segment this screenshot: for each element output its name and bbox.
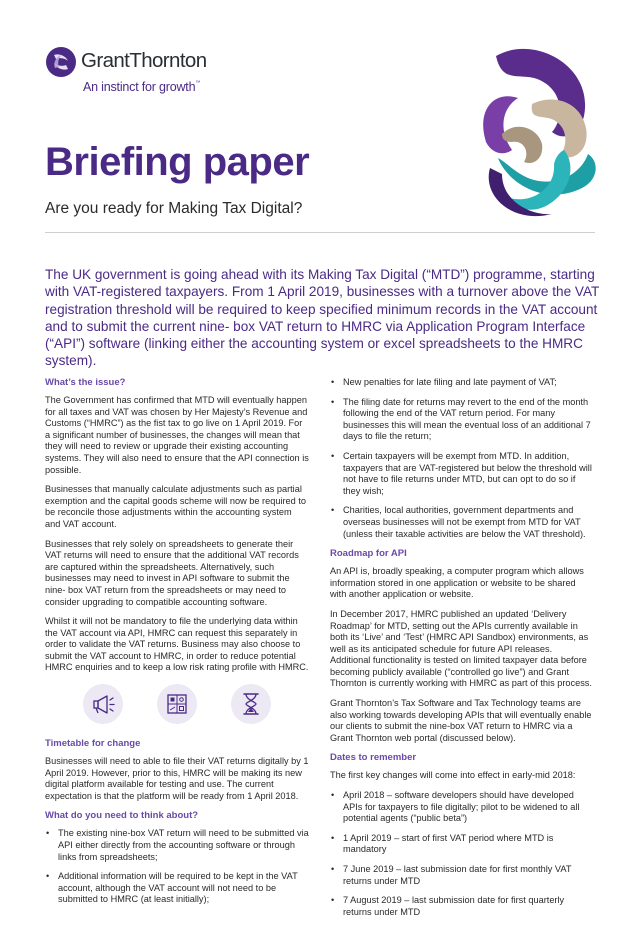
- list-item: • 7 August 2019 – last submission date for first quarterly returns under MTD: [330, 895, 594, 918]
- header-divider: [45, 232, 595, 233]
- body-paragraph: Whilst it will not be mandatory to file the underlying data within the VAT account via API, HMRC can request this separately in order to validate the VAT returns. Business may also choose to submit the VAT account to HMRC, in order to reduce potential HMRC enquiries and to keep a low risk rating profile with HMRC.: [45, 616, 309, 673]
- process-grid-icon: [157, 684, 197, 724]
- decorative-knot-graphic: [472, 38, 610, 222]
- grant-thornton-knot-icon: [45, 46, 77, 78]
- icon-row: [83, 684, 309, 724]
- grant-thornton-logo: [45, 46, 275, 101]
- list-item: • Certain taxpayers will be exempt from MTD. In addition, taxpayers that are VAT-registered but below the threshold will not have to file returns under MTD, but can opt to do so if they wish;: [330, 451, 594, 497]
- body-paragraph: Businesses that rely solely on spreadsheets to generate their VAT returns will need to ensure that the additional VAT records are captured within the spreadsheets. Alternatively, such businesses may need to invest in API software to submit the nine- box VAT return from the spreadsheets or may need to consider upgrading to compatible accounting software.: [45, 538, 299, 607]
- body-paragraph: Businesses will need to able to file their VAT returns digitally by 1 April 2019. However, prior to this, HMRC will be making its new digital platform available for testing and use. The current expectation is that the platform will be ready from 1 April 2018.: [45, 756, 309, 801]
- section-heading-issue: What’s the issue?: [45, 377, 126, 388]
- list-item: • April 2018 – software developers should have developed APIs for taxpayers to file digitally; pilot to be widened to all potential agents (“public beta”): [330, 790, 594, 825]
- list-item: • 7 June 2019 – last submission date for first monthly VAT returns under MTD: [330, 864, 594, 887]
- section-heading-roadmap: Roadmap for API: [330, 548, 407, 560]
- list-item: • 1 April 2019 – start of first VAT period where MTD is mandatory: [330, 833, 594, 856]
- think-bullet-list: [45, 828, 309, 906]
- left-column: [45, 377, 309, 914]
- list-item: • The existing nine-box VAT return will need to be submitted via API either directly from the accounting software or through links from spreadsheets;: [45, 828, 309, 863]
- body-paragraph: Grant Thornton’s Tax Software and Tax Technology teams are also working towards developing APIs that will eventually enable our clients to submit the nine-box VAT return to HMRC via a Grant Thornton web portal (discussed below).: [330, 698, 592, 743]
- page-subtitle: Are you ready for Making Tax Digital?: [45, 200, 303, 217]
- intro-paragraph: The UK government is going ahead with its Making Tax Digital (“MTD”) programme, starting with VAT-registered taxpayers. From 1 April 2019, businesses with a turnover above the VAT registration threshold will be required to keep specified minimum records in the VAT account and to submit the current nine- box VAT return to HMRC via Application Program Interface (“API”) software (linking either the accounting system or excel spreadsheets to the HMRC system).: [45, 267, 600, 369]
- list-item: • Additional information will be required to be kept in the VAT account, although the VAT account will not need to be submitted to HMRC (at least initially);: [45, 871, 309, 906]
- body-paragraph: The Government has confirmed that MTD will eventually happen for all taxes and VAT was chosen by Her Majesty’s Revenue and Customs (“HMRC”) as the fist tax to go live on 1 April 2019. For a significant number of businesses, the changes will mean that they will need to review or upgrade their existing accounting systems. They will also need to ensure that the API connection is possible.: [45, 395, 309, 475]
- body-paragraph: Businesses that manually calculate adjustments such as partial exemption and the capital goods scheme will now be required to be reconcile those adjustments within the accounting system and VAT account.: [45, 484, 306, 529]
- brand-name: GrantThornton: [81, 49, 207, 72]
- list-item: • New penalties for late filing and late payment of VAT;: [330, 377, 594, 389]
- section-heading-timetable: Timetable for change: [45, 738, 141, 750]
- hourglass-icon: [231, 684, 271, 724]
- section-heading-think: What do you need to think about?: [45, 810, 199, 822]
- body-paragraph: An API is, broadly speaking, a computer program which allows information stored in one application or website to be shared with another application or website.: [330, 566, 584, 600]
- body-paragraph: The first key changes will come into effect in early-mid 2018:: [330, 770, 576, 781]
- section-heading-dates: Dates to remember: [330, 752, 417, 764]
- body-paragraph: In December 2017, HMRC published an updated ‘Delivery Roadmap’ for MTD, setting out the APIs currently available in both its ‘Live’ and ‘Test’ (HMRC API Sandbox) environments, as well as its anticipated schedule for future API releases. Additional functionality is tested on limited taxpayer data before becoming publicly available (“controlled go live”) and Grant Thornton is currently working with HMRC as part of this process.: [330, 608, 592, 689]
- list-item: • The filing date for returns may revert to the end of the month following the end of the VAT return period. For many businesses this will mean the eventual loss of an additional 7 days to file the return;: [330, 397, 594, 443]
- page-title: Briefing paper: [45, 140, 310, 184]
- right-column: [330, 377, 594, 926]
- list-item: • Charities, local authorities, government departments and overseas businesses will not be exempt from MTD for VAT (unless their taxable activities are below the VAT threshold).: [330, 505, 594, 540]
- dates-bullet-list: [330, 790, 594, 918]
- brand-tagline: An instinct for growth™: [83, 80, 201, 94]
- megaphone-icon: [83, 684, 123, 724]
- continued-bullet-list: [330, 377, 594, 540]
